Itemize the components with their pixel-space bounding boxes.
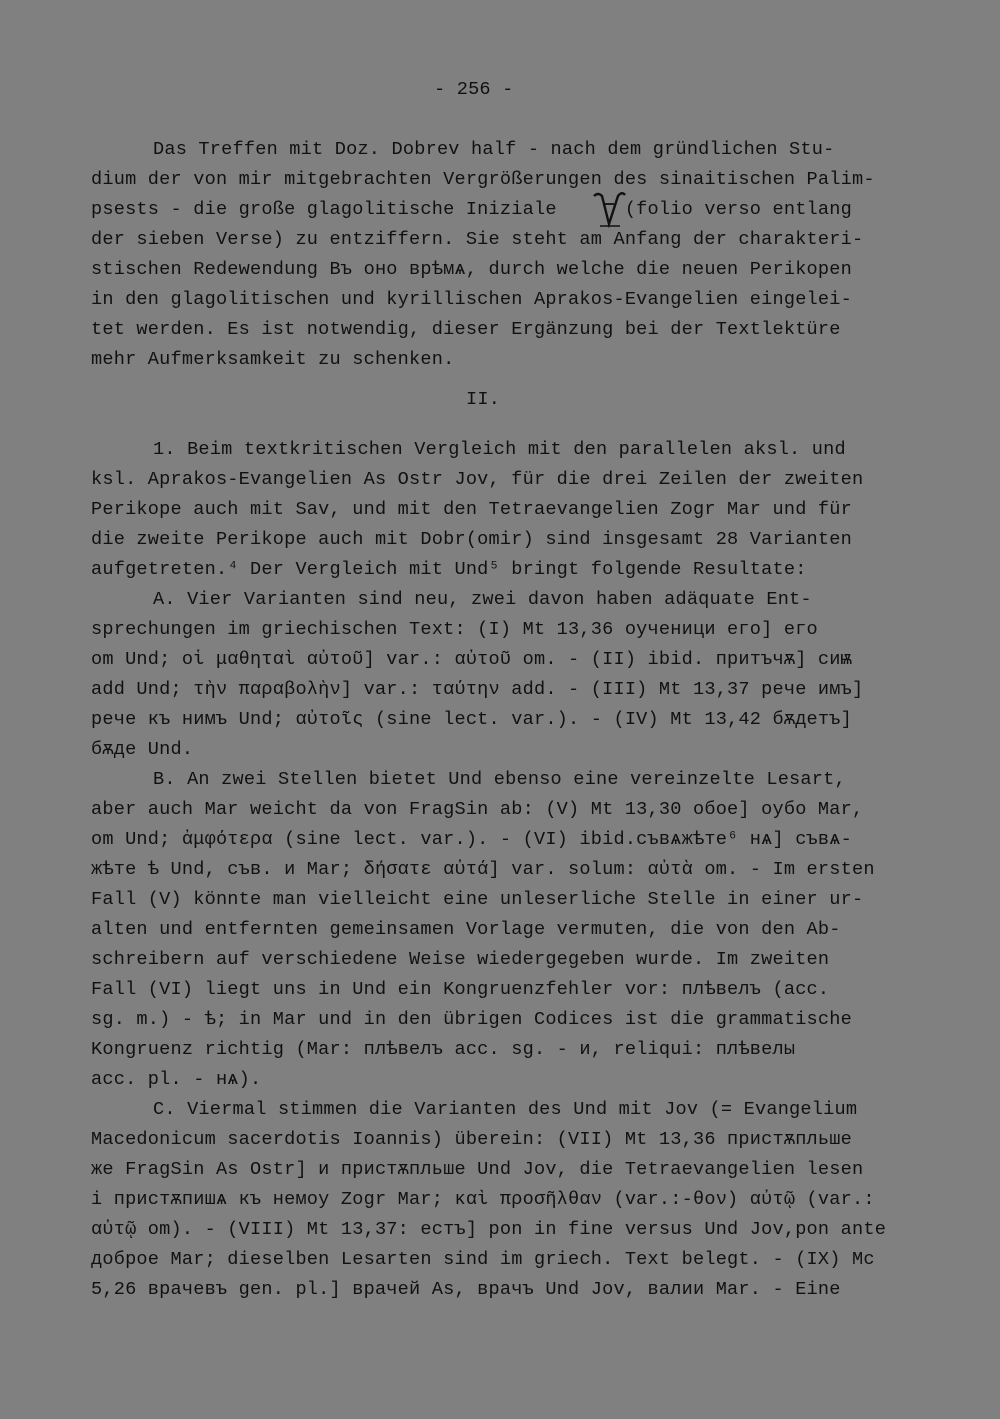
text-line: aber auch Mar weicht da von FragSin ab: (V) Mt 13,30 обое] оубо Mar, xyxy=(91,799,864,820)
text-line: αὐτῷ om). - (VIII) Mt 13,37: естъ] pon in fine versus Und Jov,pon ante xyxy=(91,1219,887,1240)
text-line: aufgetreten.⁴ Der Vergleich mit Und⁵ bringt folgende Resultate: xyxy=(91,559,807,580)
text-line: mehr Aufmerksamkeit zu schenken. xyxy=(91,349,455,370)
text-line: же FragSin As Ostr] и пристѫпльше Und Jov, die Tetraevangelien lesen xyxy=(91,1159,864,1180)
page-number: - 256 - xyxy=(434,79,514,100)
text-line: 5,26 врачевъ gen. pl.] врачей As, врачъ Und Jov, валии Mar. - Eine xyxy=(91,1279,841,1300)
text-line: dium der von mir mitgebrachten Vergrößerungen des sinaitischen Palim- xyxy=(91,169,875,190)
section-heading: II. xyxy=(466,389,501,410)
text-line: Fall (V) könnte man vielleicht eine unleserliche Stelle in einer ur- xyxy=(91,889,864,910)
text-line: Kongruenz richtig (Mar: плѣвелъ acc. sg. - и, reliqui: плѣвелы xyxy=(91,1039,796,1060)
text-line: C. Viermal stimmen die Varianten des Und mit Jov (= Evangelium xyxy=(153,1099,858,1120)
text-line: psests - die große glagolitische Iniziale (folio verso entlang xyxy=(91,199,852,220)
text-line: 1. Beim textkritischen Vergleich mit den parallelen aksl. und xyxy=(153,439,846,460)
text-line: Fall (VI) liegt uns in Und ein Kongruenzfehler vor: плѣвелъ (acc. xyxy=(91,979,830,1000)
text-line: om Und; ἀμφότερα (sine lect. var.). - (VI) ibid.съвѧжѣте⁶ нѧ] съвѧ- xyxy=(91,829,852,850)
text-line: stischen Redewendung Въ оно врѣмѧ, durch welche die neuen Perikopen xyxy=(91,259,852,280)
text-line: acc. pl. - нѧ). xyxy=(91,1069,262,1090)
text-line: A. Vier Varianten sind neu, zwei davon haben adäquate Ent- xyxy=(153,589,812,610)
text-line: рече къ нимъ Und; αὐτοῖς (sine lect. var.). - (IV) Mt 13,42 бѫдетъ] xyxy=(91,709,852,730)
text-line: die zweite Perikope auch mit Dobr(omir) sind insgesamt 28 Varianten xyxy=(91,529,852,550)
text-line: tet werden. Es ist notwendig, dieser Ergänzung bei der Textlektüre xyxy=(91,319,841,340)
text-line: бѫде Und. xyxy=(91,739,194,760)
text-line: om Und; οἱ μαθηταὶ αὐτοῦ] var.: αὐτοῦ om. - (II) ibid. притъчѫ] сиѭ xyxy=(91,649,852,670)
text-line: ksl. Aprakos-Evangelien As Ostr Jov, für die drei Zeilen der zweiten xyxy=(91,469,864,490)
text-line: Das Treffen mit Doz. Dobrev half - nach dem gründlichen Stu- xyxy=(153,139,835,160)
text-line: B. An zwei Stellen bietet Und ebenso eine vereinzelte Lesart, xyxy=(153,769,846,790)
text-line: alten und entfernten gemeinsamen Vorlage vermuten, die von den Ab- xyxy=(91,919,841,940)
text-line: доброе Mar; dieselben Lesarten sind im griech. Text belegt. - (IX) Mc xyxy=(91,1249,875,1270)
text-line: Perikope auch mit Sav, und mit den Tetraevangelien Zogr Mar und für xyxy=(91,499,852,520)
glagolitic-initial-icon xyxy=(592,190,626,230)
text-line: sprechungen im griechischen Text: (I) Mt 13,36 оученици его] его xyxy=(91,619,818,640)
text-line: і пристѫпишѧ къ немоу Zogr Mar; καὶ προσῆλθαν (var.:-θον) αὐτῷ (var.: xyxy=(91,1189,875,1210)
text-line: Macedonicum sacerdotis Ioannis) überein: (VII) Mt 13,36 пристѫпльше xyxy=(91,1129,852,1150)
text-line: add Und; τὴν παραβολὴν] var.: ταύτην add. - (III) Mt 13,37 рече имъ] xyxy=(91,679,864,700)
text-line: schreibern auf verschiedene Weise wiedergegeben wurde. Im zweiten xyxy=(91,949,830,970)
text-line: sg. m.) - ѣ; in Mar und in den übrigen Codices ist die grammatische xyxy=(91,1009,852,1030)
text-line: in den glagolitischen und kyrillischen Aprakos-Evangelien eingelei- xyxy=(91,289,852,310)
text-line: der sieben Verse) zu entziffern. Sie steht am Anfang der charakteri- xyxy=(91,229,864,250)
text-line: жѣте ѣ Und, съв. и Mar; δήσατε αὐτά] var. solum: αὐτὰ om. - Im ersten xyxy=(91,859,875,880)
